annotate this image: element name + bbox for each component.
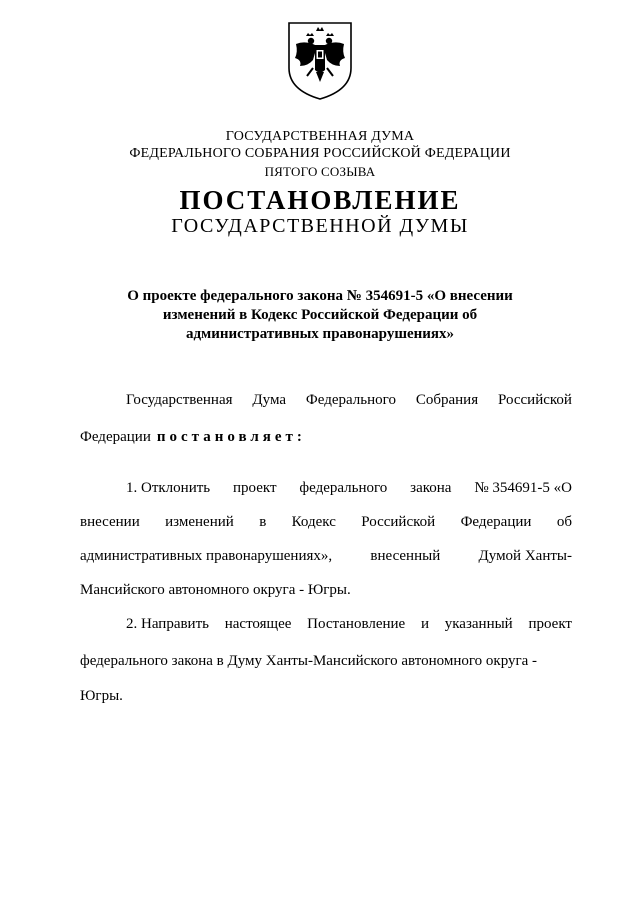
point1-word: проект: [233, 480, 277, 496]
point1-word: Кодекс: [291, 514, 336, 530]
point1-word: Федерации: [460, 514, 532, 530]
point2-line-3: Югры.: [80, 688, 123, 704]
point1-line-2: [80, 512, 572, 532]
subject-line-3: административных правонарушениях»: [185, 326, 455, 342]
point1-word: Российской: [361, 514, 436, 530]
document-subtitle: ГОСУДАРСТВЕННОЙ ДУМЫ: [171, 215, 469, 237]
subject-line-2: изменений в Кодекс Российской Федерации об: [162, 307, 478, 323]
point1-line-3: [80, 546, 572, 566]
point2-word: проект: [528, 616, 572, 632]
point1-word: об: [556, 514, 572, 530]
subject-line-1: О проекте федерального закона № 354691-5 «О внесении: [127, 288, 513, 304]
header-line-3: ПЯТОГО СОЗЫВА: [264, 164, 376, 179]
point2-word: и: [420, 616, 429, 632]
preamble-word: Собрания: [415, 392, 479, 408]
document-title: ПОСТАНОВЛЕНИЕ: [179, 185, 461, 215]
point1-word: в: [259, 514, 267, 530]
point1-word: № 354691-5 «О: [474, 480, 572, 496]
preamble-word: Государственная: [126, 392, 233, 408]
preamble-line-2: [80, 427, 306, 447]
point1-line-4: Мансийского автономного округа - Югры.: [80, 582, 351, 598]
point1-word: внесенный: [370, 548, 441, 564]
coat-of-arms-emblem-icon: [286, 20, 354, 102]
point1-word: закона: [410, 480, 452, 496]
header-line-2: ФЕДЕРАЛЬНОГО СОБРАНИЯ РОССИЙСКОЙ ФЕДЕРАЦИИ: [129, 146, 511, 161]
point1-word: федерального: [299, 480, 388, 496]
preamble-federation-word: Федерации: [80, 429, 151, 445]
point1-word: 1. Отклонить: [126, 480, 211, 496]
preamble-word: Дума: [252, 392, 287, 408]
header-line-1: ГОСУДАРСТВЕННАЯ ДУМА: [225, 129, 415, 144]
point2-line-1: [126, 614, 572, 634]
point1-word: административных правонарушениях»,: [80, 548, 333, 564]
point2-line-2: федерального закона в Думу Ханты-Мансийского автономного округа -: [80, 653, 538, 669]
preamble-word: Российской: [498, 392, 572, 408]
point1-word: внесении: [80, 514, 140, 530]
point1-word: изменений: [165, 514, 234, 530]
point1-word: Думой Ханты-: [478, 548, 572, 564]
preamble-word: Федерального: [305, 392, 396, 408]
point2-word: 2. Направить: [126, 616, 209, 632]
resolves-word: постановляет:: [156, 429, 306, 445]
point1-line-1: [126, 478, 572, 498]
point2-word: Постановление: [307, 616, 406, 632]
preamble-line-1: [126, 390, 572, 410]
point2-word: указанный: [444, 616, 513, 632]
point2-word: настоящее: [224, 616, 292, 632]
